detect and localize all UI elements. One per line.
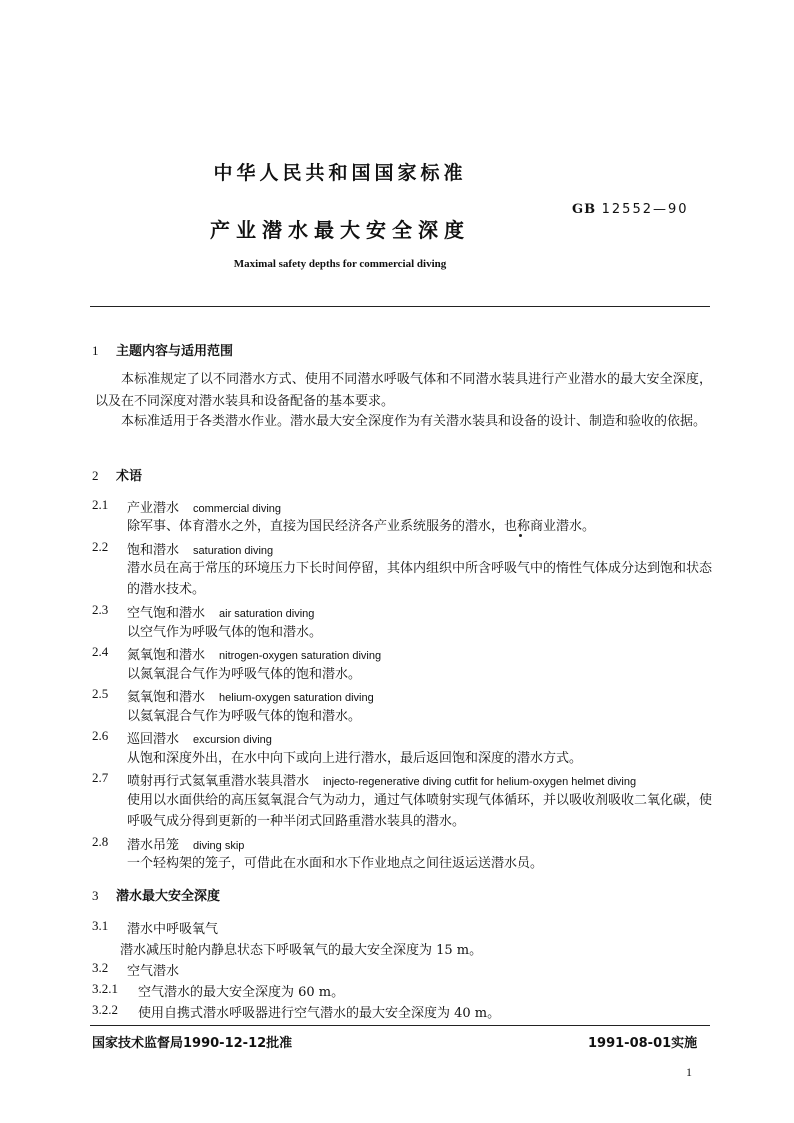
term-en: air saturation diving [219, 608, 315, 620]
term-definition: 从饱和深度外出，在水中向下或向上进行潜水，最后返回饱和深度的潜水方式。 [127, 751, 583, 766]
section-1-paragraph-2: 本标准适用于各类潜水作业。潜水最大安全深度作为有关潜水装具和设备的设计、制造和验收的依据。 [121, 414, 707, 429]
clause-text: 空气潜水的最大安全深度为 60 m。 [138, 985, 345, 1000]
term-heading [127, 834, 244, 853]
term-definition: 一个轻构架的笼子，可借此在水面和水下作业地点之间往返运送潜水员。 [127, 856, 544, 871]
section-3-heading [92, 885, 220, 904]
section-number: 1 [92, 343, 99, 358]
term-number: 2.6 [92, 728, 109, 743]
term-cn: 巡回潜水 [127, 732, 180, 747]
term-cn: 饱和潜水 [127, 543, 180, 558]
clause-number: 3.2.1 [92, 981, 118, 996]
section-title: 主题内容与适用范围 [116, 344, 234, 359]
section-number: 3 [92, 888, 99, 903]
term-en: commercial diving [193, 503, 282, 515]
effective-date: 1991-08-01实施 [588, 1036, 698, 1051]
term-number: 2.1 [92, 497, 109, 512]
clause-number: 3.2 [92, 960, 109, 975]
term-en: injecto-regenerative diving cutfit for helium-oxygen helmet diving [323, 776, 637, 788]
term-definition: 使用以水面供给的高压氦氧混合气为动力，通过气体喷射实现气体循环，并以吸收剂吸收二氧化碳，使呼吸气成分得到更新的一种半闭式回路重潜水装具的潜水。 [127, 793, 713, 829]
term-heading [127, 602, 314, 621]
term-heading [127, 497, 281, 516]
term-number: 2.5 [92, 686, 109, 701]
standard-prefix: GB [572, 202, 597, 217]
term-en: excursion diving [193, 734, 272, 746]
clause-number: 3.1 [92, 918, 109, 933]
term-en: saturation diving [193, 545, 274, 557]
standard-category-title: 中华人民共和国国家标准 [213, 162, 467, 184]
term-heading [127, 686, 374, 705]
term-definition: 潜水员在高于常压的环境压力下长时间停留，其体内组织中所含呼吸气中的惰性气体成分达到饱和状态的潜水技术。 [127, 561, 713, 597]
page-number: 1 [686, 1065, 692, 1079]
approval-date: 国家技术监督局1990-12-12批准 [92, 1036, 293, 1051]
section-1-paragraph-1: 本标准规定了以不同潜水方式、使用不同潜水呼吸气体和不同潜水装具进行产业潜水的最大安全深度，以及在不同深度对潜水装具和设备配备的基本要求。 [95, 372, 712, 409]
term-definition: 以空气作为呼吸气体的饱和潜水。 [127, 625, 323, 640]
term-heading [127, 644, 381, 663]
term-en: diving skip [193, 840, 245, 852]
section-number: 2 [92, 468, 99, 483]
clause-heading: 潜水中呼吸氧气 [127, 922, 219, 937]
document-title: 产业潜水最大安全深度 [210, 218, 470, 242]
term-definition: 以氦氧混合气作为呼吸气体的饱和潜水。 [127, 709, 362, 724]
term-cn: 氮氧饱和潜水 [127, 648, 206, 663]
clause-text: 潜水减压时舱内静息状态下呼吸氧气的最大安全深度为 15 m。 [120, 943, 483, 958]
term-heading [127, 728, 272, 747]
term-en: helium-oxygen saturation diving [219, 692, 374, 704]
term-en: nitrogen-oxygen saturation diving [219, 650, 382, 662]
emphasis-dot [519, 534, 522, 537]
term-number: 2.2 [92, 539, 109, 554]
clause-text: 使用自携式潜水呼吸器进行空气潜水的最大安全深度为 40 m。 [138, 1006, 501, 1021]
standard-number-value: 12552—90 [601, 202, 689, 217]
header-divider [90, 306, 710, 307]
footer-divider [90, 1025, 710, 1026]
clause-heading: 空气潜水 [127, 964, 180, 979]
document-title-english: Maximal safety depths for commercial diving [233, 258, 447, 270]
term-cn: 潜水吊笼 [127, 838, 180, 853]
term-cn: 喷射再行式氦氧重潜水装具潜水 [127, 774, 310, 789]
term-number: 2.3 [92, 602, 109, 617]
term-heading [127, 539, 273, 558]
term-number: 2.8 [92, 834, 109, 849]
term-number: 2.7 [92, 770, 109, 785]
section-title: 术语 [116, 469, 143, 484]
term-cn: 氦氧饱和潜水 [127, 690, 206, 705]
term-definition: 以氮氧混合气作为呼吸气体的饱和潜水。 [127, 667, 362, 682]
section-2-heading [92, 465, 142, 484]
clause-number: 3.2.2 [92, 1002, 118, 1017]
term-number: 2.4 [92, 644, 109, 659]
term-cn: 空气饱和潜水 [127, 606, 206, 621]
section-title: 潜水最大安全深度 [116, 889, 221, 904]
term-heading [127, 770, 636, 789]
term-definition: 除军事、体育潜水之外，直接为国民经济各产业系统服务的潜水，也称商业潜水。 [127, 519, 596, 534]
section-1-heading [92, 340, 233, 359]
term-cn: 产业潜水 [127, 501, 180, 516]
